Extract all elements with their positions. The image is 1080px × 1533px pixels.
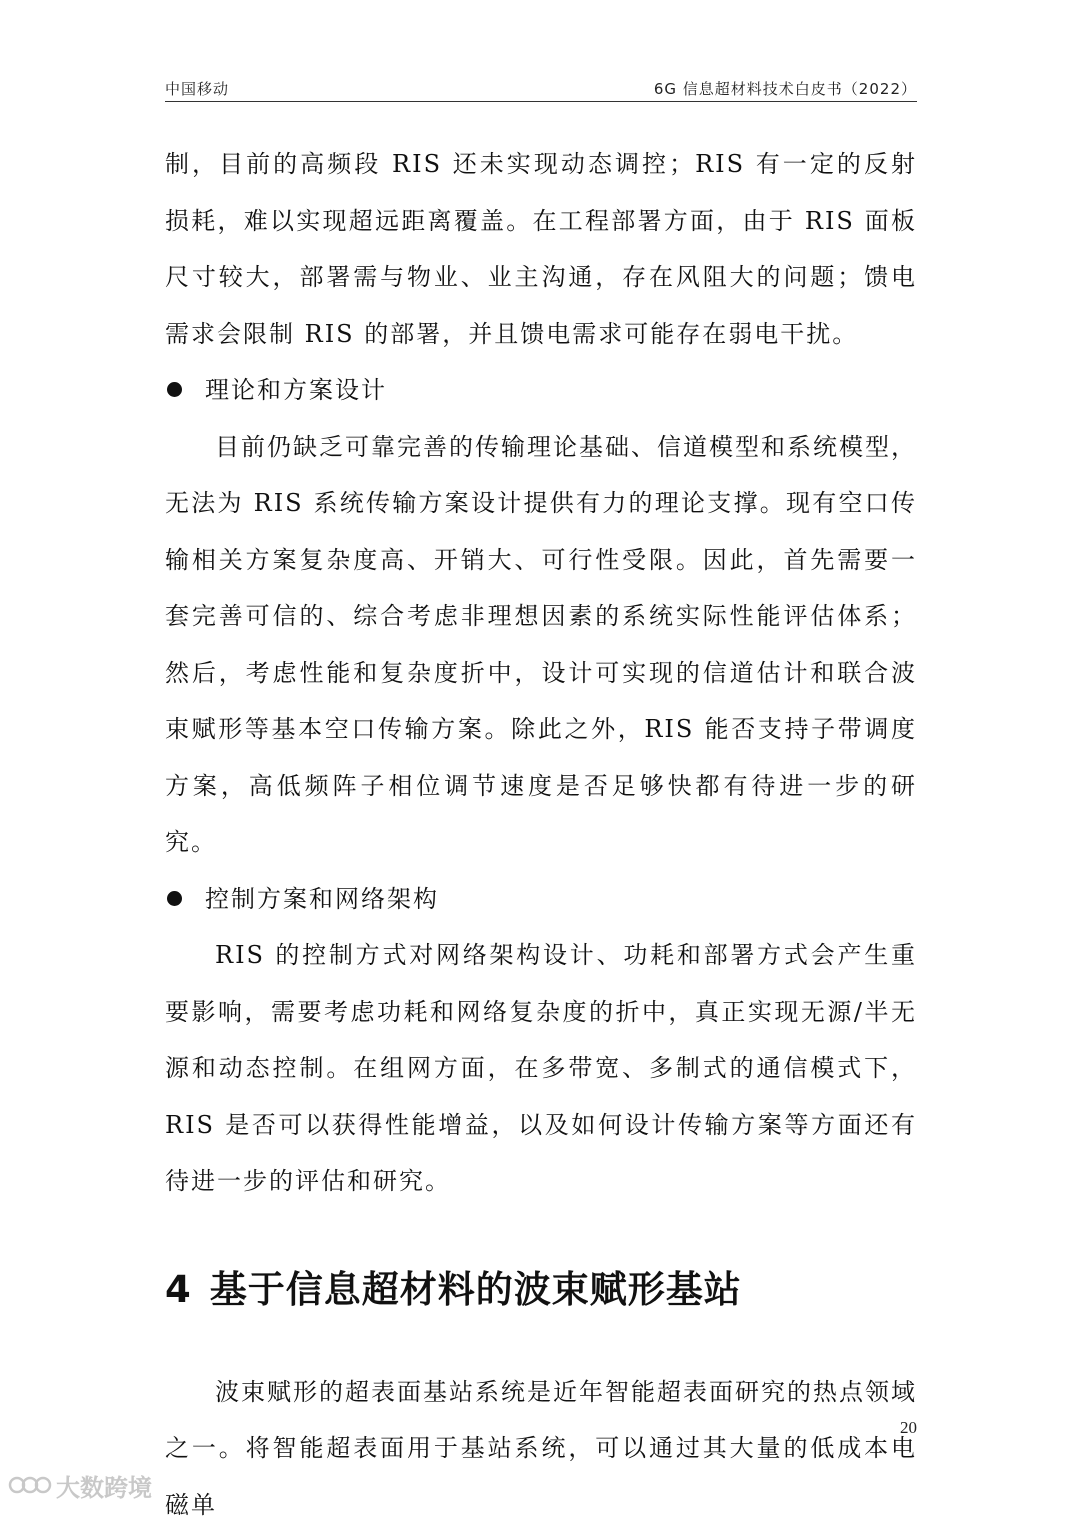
section-title-text: 基于信息超材料的波束赋形基站	[210, 1268, 742, 1311]
watermark	[8, 1467, 152, 1503]
page-number: 20	[880, 1418, 917, 1438]
bullet-item-theory	[165, 362, 917, 419]
header-divider	[165, 101, 917, 102]
page-body	[165, 136, 917, 1533]
watermark-text: 大数跨境	[56, 1468, 152, 1503]
bullet-dot-icon	[167, 891, 182, 906]
paragraph-deployment-challenges: 制，目前的高频段 RIS 还未实现动态调控；RIS 有一定的反射损耗，难以实现超远距离覆盖。在工程部署方面，由于 RIS 面板尺寸较大，部署需与物业、业主沟通，存在风阻大的问题；馈电需求会限制 RIS 的部署，并且馈电需求可能存在弱电干扰。	[165, 136, 917, 362]
bullet-label: 理论和方案设计	[205, 376, 387, 404]
bullet-item-control	[165, 871, 917, 928]
paragraph-theory: 目前仍缺乏可靠完善的传输理论基础、信道模型和系统模型，无法为 RIS 系统传输方案设计提供有力的理论支撑。现有空口传输相关方案复杂度高、开销大、可行性受限。因此，首先需要一套完善可信的、综合考虑非理想因素的系统实际性能评估体系；然后，考虑性能和复杂度折中，设计可实现的信道估计和联合波束赋形等基本空口传输方案。除此之外，RIS 能否支持子带调度方案，高低频阵子相位调节速度是否足够快都有待进一步的研究。	[165, 419, 917, 871]
paragraph-control: RIS 的控制方式对网络架构设计、功耗和部署方式会产生重要影响，需要考虑功耗和网络复杂度的折中，真正实现无源/半无源和动态控制。在组网方面，在多带宽、多制式的通信模式下，RIS 是否可以获得性能增益，以及如何设计传输方案等方面还有待进一步的评估和研究。	[165, 927, 917, 1210]
header-document-title: 6G 信息超材料技术白皮书（2022）	[654, 78, 917, 99]
bullet-dot-icon	[167, 382, 182, 397]
section-number: 4	[165, 1268, 192, 1311]
header-organization: 中国移动	[165, 78, 229, 99]
watermark-logo-icon	[8, 1472, 52, 1498]
paragraph-beamforming: 波束赋形的超表面基站系统是近年智能超表面研究的热点领域之一。将智能超表面用于基站系统，可以通过其大量的低成本电磁单	[165, 1364, 917, 1533]
bullet-label: 控制方案和网络架构	[205, 885, 439, 913]
section-heading	[165, 1260, 917, 1320]
